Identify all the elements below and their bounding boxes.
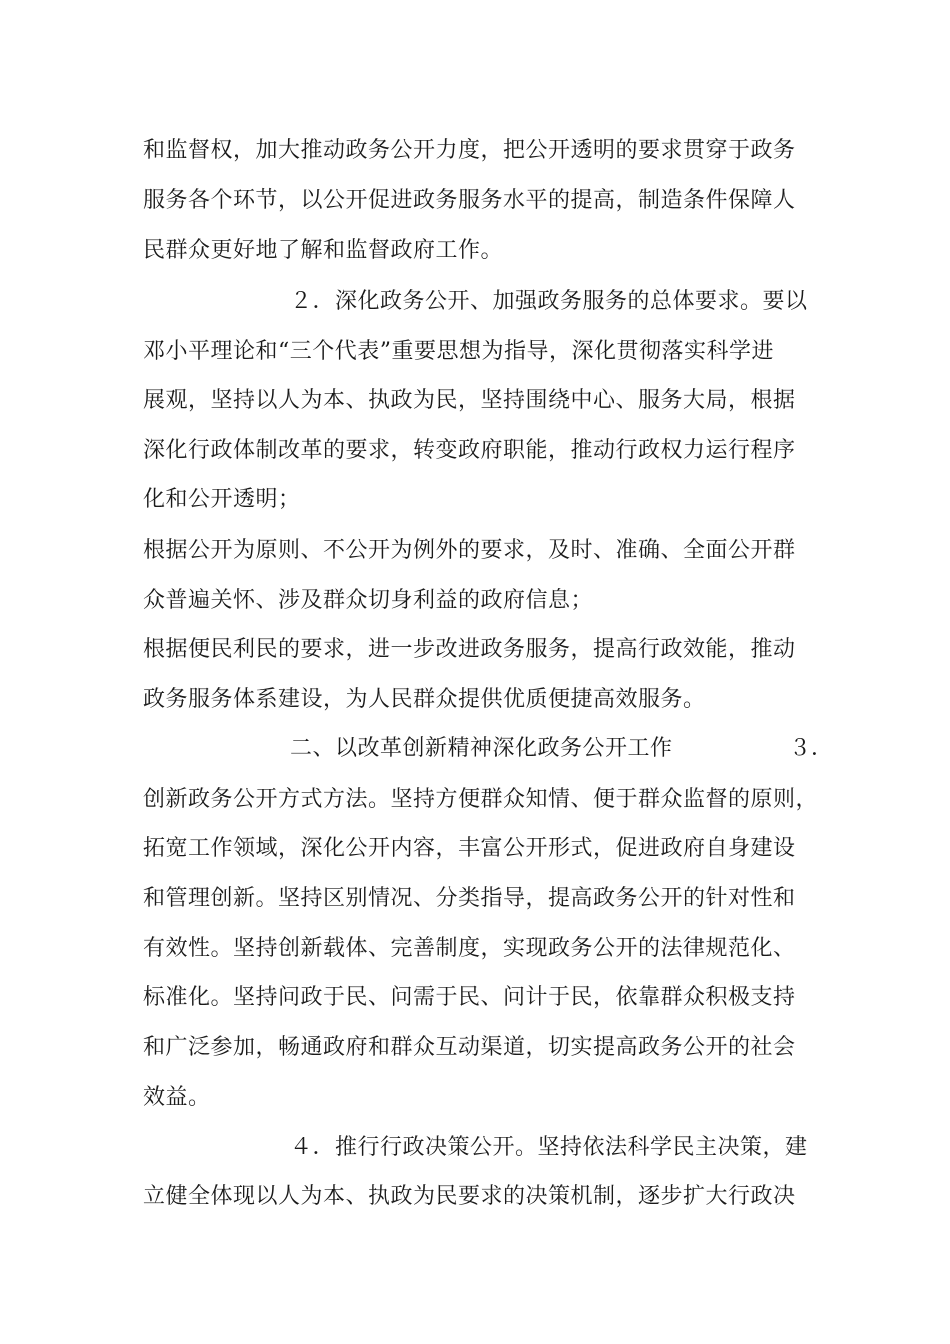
paragraph-line: ２．深化政务公开、加强政务服务的总体要求。要以 [290, 289, 808, 314]
paragraph-line: 化和公开透明； [143, 487, 301, 512]
paragraph-line: 标准化。坚持问政于民、问需于民、问计于民，依靠群众积极支持 [143, 985, 796, 1010]
item-number: ３． [789, 736, 834, 761]
paragraph-line: 有效性。坚持创新载体、完善制度，实现政务公开的法律规范化、 [143, 936, 796, 961]
paragraph-line: ４．推行行政决策公开。坚持依法科学民主决策，建 [290, 1135, 808, 1160]
paragraph-line: 和管理创新。坚持区别情况、分类指导，提高政务公开的针对性和 [143, 886, 796, 911]
paragraph-line: 拓宽工作领域，深化公开内容，丰富公开形式，促进政府自身建设 [143, 836, 796, 861]
paragraph-line: 立健全体现以人为本、执政为民要求的决策机制，逐步扩大行政决 [143, 1184, 796, 1209]
section-heading: 二、以改革创新精神深化政务公开工作 [290, 736, 673, 761]
paragraph-line: 民群众更好地了解和监督政府工作。 [143, 238, 504, 263]
paragraph-line: 服务各个环节，以公开促进政务服务水平的提高，制造条件保障人 [143, 188, 796, 213]
paragraph-line: 众普遍关怀、涉及群众切身利益的政府信息； [143, 588, 594, 613]
paragraph-line: 效益。 [143, 1085, 211, 1110]
paragraph-line: 根据便民利民的要求，进一步改进政务服务，提高行政效能，推动 [143, 637, 796, 662]
paragraph-line: 展观，坚持以人为本、执政为民，坚持围绕中心、服务大局，根据 [143, 388, 796, 413]
paragraph-line: 邓小平理论和“三个代表”重要思想为指导，深化贯彻落实科学进 [143, 339, 774, 364]
paragraph-line: 和监督权，加大推动政务公开力度，把公开透明的要求贯穿于政务 [143, 138, 796, 163]
paragraph-line: 深化行政体制改革的要求，转变政府职能，推动行政权力运行程序 [143, 438, 796, 463]
paragraph-line: 创新政务公开方式方法。坚持方便群众知情、便于群众监督的原则， [143, 787, 819, 812]
paragraph-line: 和广泛参加，畅通政府和群众互动渠道，切实提高政务公开的社会 [143, 1035, 796, 1060]
paragraph-line: 根据公开为原则、不公开为例外的要求，及时、准确、全面公开群 [143, 538, 796, 563]
paragraph-line: 政务服务体系建设，为人民群众提供优质便捷高效服务。 [143, 687, 706, 712]
